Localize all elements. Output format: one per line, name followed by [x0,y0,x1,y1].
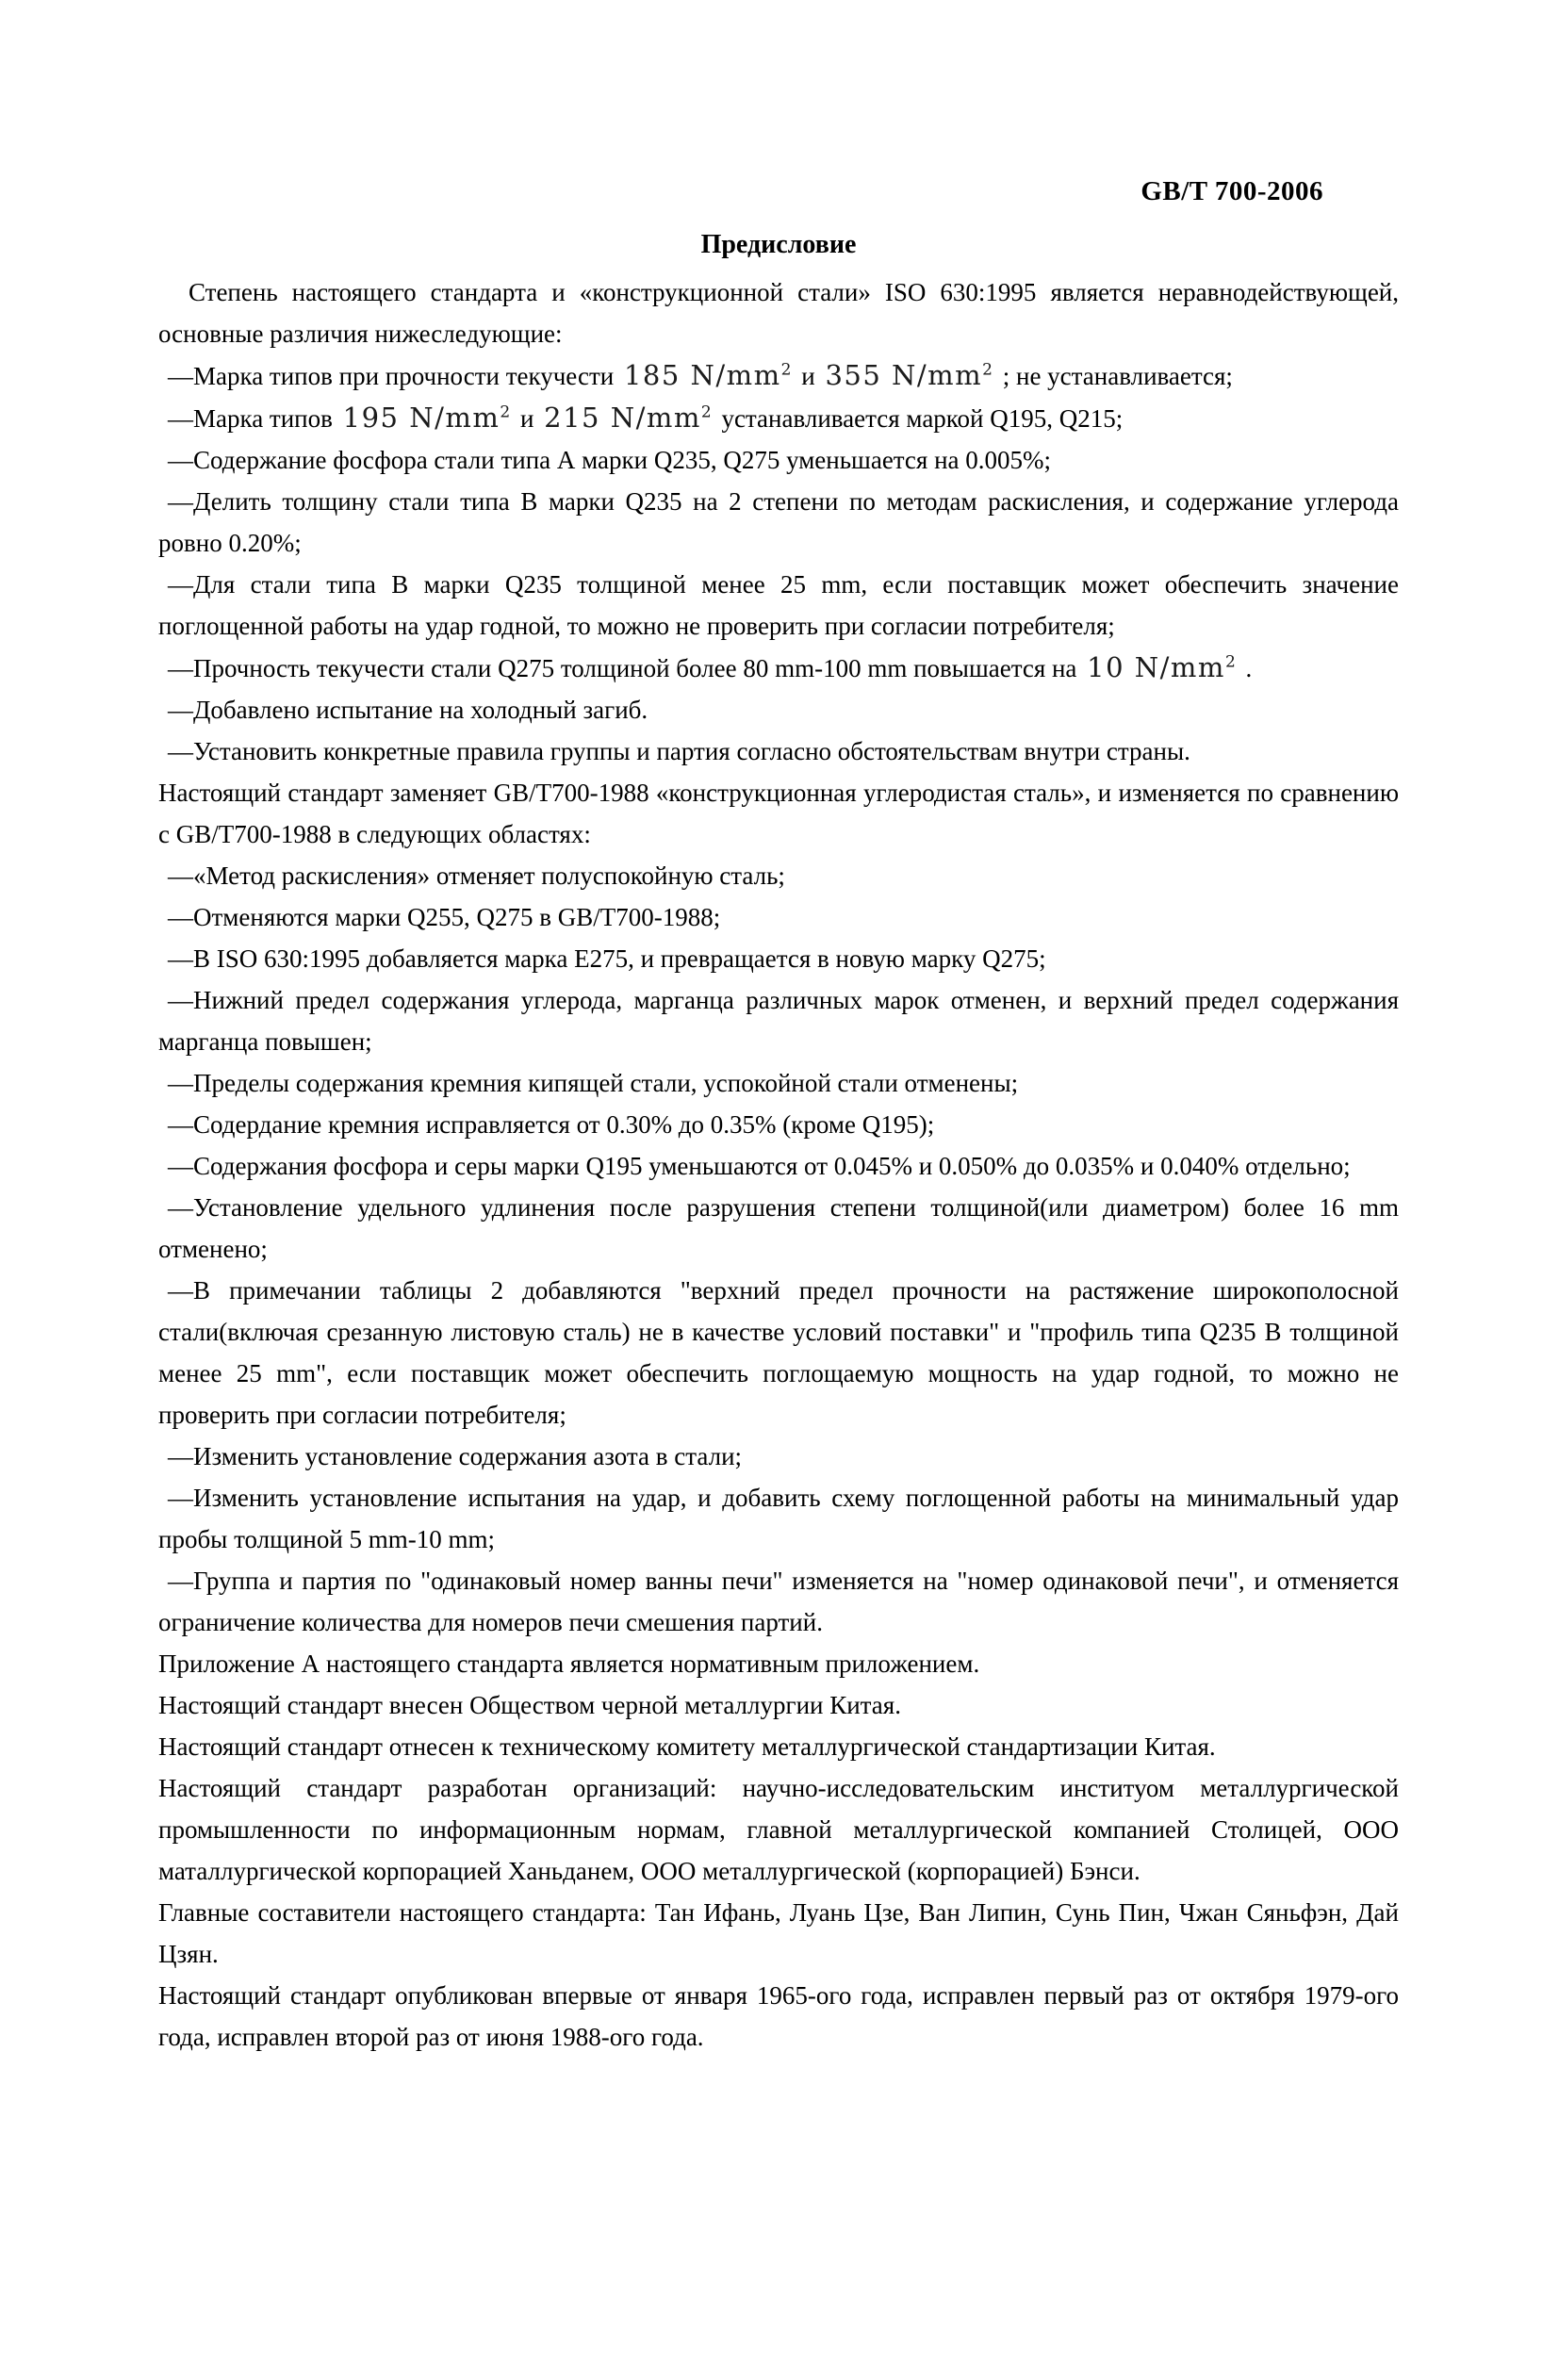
formula-superscript: 2 [700,402,712,422]
formula-n-per-mm2: 355 $N/mm^2$ [825,359,993,391]
paragraph: —Прочность текучести стали Q275 толщиной более 80 mm-100 mm повышается на 10 $N/mm^2$ . [168,651,1253,683]
paragraph: —Добавлено испытание на холодный загиб. [168,696,648,724]
paragraph: —Делить толщину стали типа В марки Q235 на 2 степени по методам раскисления, и содержание углерода ровно 0.20%; [158,487,1399,557]
doc-number: GB/T 700-2006 [1141,176,1323,206]
paragraph: —Изменить установление испытания на удар, и добавить схему поглощенной работы на минимальный удар пробы толщиной 5 mm-10 mm; [158,1484,1399,1553]
paragraph: Приложение А настоящего стандарта является нормативным приложением. [158,1650,980,1678]
paragraph: Главные составители настоящего стандарта: Тан Ифань, Луань Цзе, Ван Липин, Сунь Пин, Чжан Сяньфэн, Дай Цзян. [158,1898,1399,1968]
paragraph: —Отменяются марки Q255, Q275 в GB/T700-1988; [168,903,721,931]
formula-superscript: 2 [1224,652,1236,672]
paragraph: —Содердание кремния исправляется от 0.30% до 0.35% (кроме Q195); [168,1110,935,1139]
paragraph: —В ISO 630:1995 добавляется марка Е275, и превращается в новую марку Q275; [168,944,1046,973]
document-page [0,175,1559,2380]
formula-n-per-mm2: 215 $N/mm^2$ [544,402,712,434]
formula-n-per-mm2: 10 $N/mm^2$ [1087,651,1236,683]
paragraph: —Изменить установление содержания азота в стали; [168,1442,743,1470]
formula-n-per-mm2: 185 $N/mm^2$ [623,359,792,391]
paragraph: —Установить конкретные правила группы и партия согласно обстоятельствам внутри страны. [168,737,1190,765]
paragraph: Настоящий стандарт опубликован впервые от января 1965-ого года, исправлен первый раз от октября 1979-ого года, исправлен второй раз от июня 1988-ого года. [158,1981,1399,2051]
paragraph: —Пределы содержания кремния кипящей стали, успокойной стали отменены; [168,1069,1019,1097]
formula-superscript: 2 [780,360,792,380]
paragraph: Настоящий стандарт разработан организаций: научно-исследовательским институом металлургической промышленности по информационным нормам, главной металлургической компанией Столицей, ООО маталлургической корпорацией Ханьданем, ООО металлургической (корпорацией) Бэнси. [158,1774,1399,1885]
paragraph: —Содержания фосфора и серы марки Q195 уменьшаются от 0.045% и 0.050% до 0.035% и 0.040% отдельно; [168,1152,1351,1180]
paragraph: Настоящий стандарт заменяет GB/T700-1988 «конструкционная углеродистая сталь», и изменяется по сравнению с GB/T700-1988 в следующих областях: [158,779,1399,848]
paragraph: —Марка типов при прочности текучести 185 $N/mm^2$ и 355 $N/mm^2$ ; не устанавливается; [168,359,1233,391]
paragraph: —«Метод раскисления» отменяет полуспокойную сталь; [168,862,785,890]
formula-n-per-mm2: 195 $N/mm^2$ [342,402,511,434]
paragraph: —Нижний предел содержания углерода, марганца различных марок отменен, и верхний предел содержания марганца повышен; [158,986,1399,1056]
paragraph: Степень настоящего стандарта и «конструкционной стали» ISO 630:1995 является неравнодействующей, основные различия нижеследующие: [158,278,1399,348]
paragraph: —Марка типов 195 $N/mm^2$ и 215 $N/mm^2$ устанавливается маркой Q195, Q215; [168,402,1124,434]
paragraph: —Группа и партия по "одинаковый номер ванны печи" изменяется на "номер одинаковой печи", и отменяется ограничение количества для номеров печи смешения партий. [158,1567,1399,1636]
formula-superscript: 2 [500,402,511,422]
paragraph: —Установление удельного удлинения после разрушения степени толщиной(или диаметром) более 16 mm отменено; [158,1193,1399,1263]
page-title: Предисловие [700,230,857,259]
paragraph: —В примечании таблицы 2 добавляются "верхний предел прочности на растяжение широкополосной стали(включая срезанную листовую сталь) не в качестве условий поставки" и "профиль типа Q235 В толщиной менее 25 mm", если поставщик может обеспечить поглощаемую мощность на удар годной, то можно не проверить при согласии потребителя; [158,1276,1399,1429]
paragraph: —Для стали типа В марки Q235 толщиной менее 25 mm, если поставщик может обеспечить значение поглощенной работы на удар годной, то можно не проверить при согласии потребителя; [158,570,1399,640]
document-body [158,271,1399,2058]
formula-superscript: 2 [982,360,993,380]
paragraph: Настоящий стандарт внесен Обществом черной металлургии Китая. [158,1691,901,1719]
paragraph: Настоящий стандарт отнесен к техническому комитету металлургической стандартизации Китая. [158,1732,1216,1761]
paragraph: —Содержание фосфора стали типа А марки Q235, Q275 уменьшается на 0.005%; [168,446,1052,474]
